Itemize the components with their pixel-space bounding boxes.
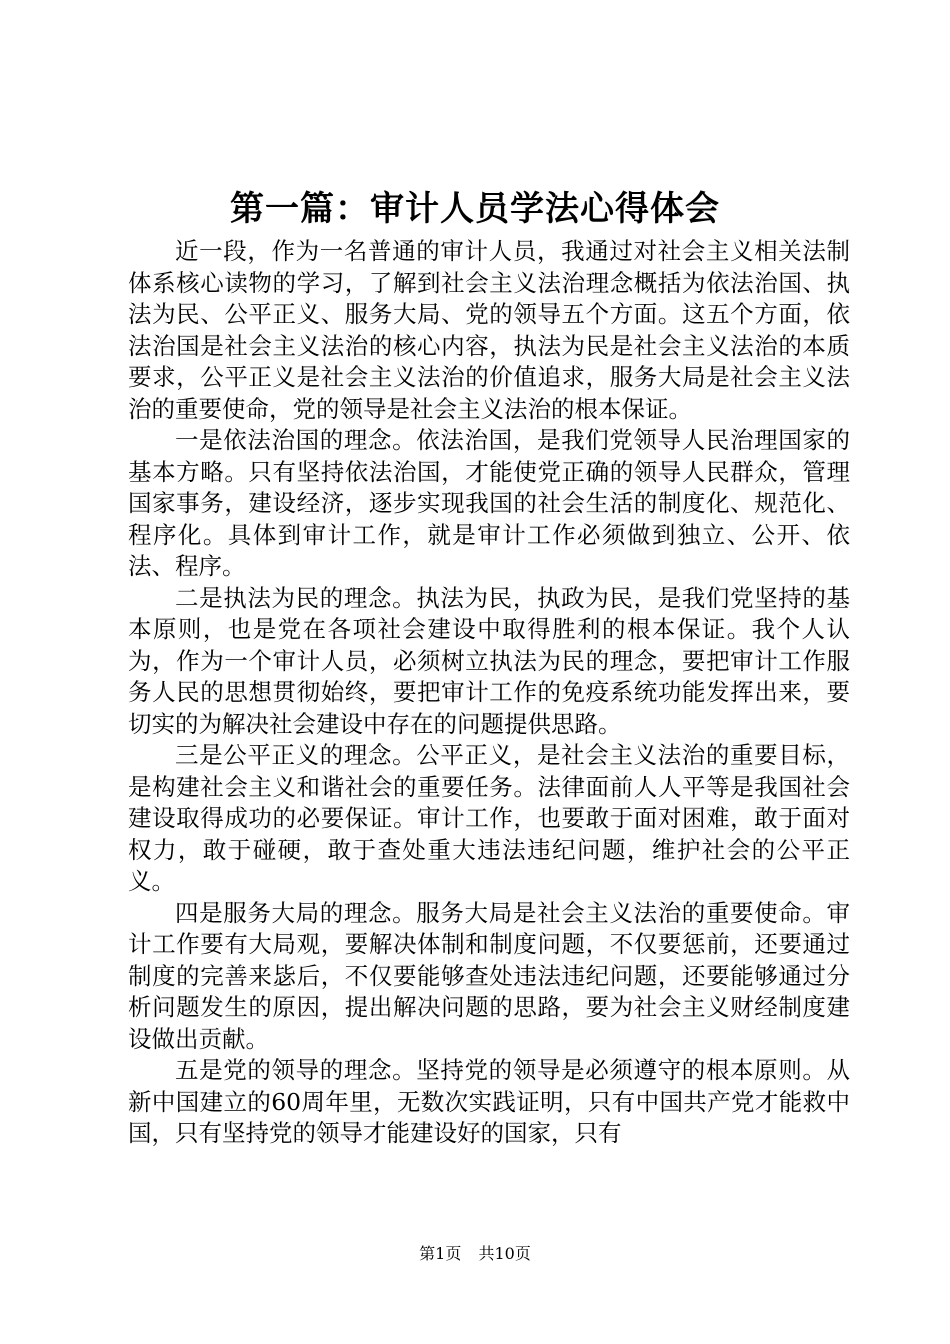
paragraph-serve-overall: 四是服务大局的理念。服务大局是社会主义法治的重要使命。审计工作要有大局观，要解决体制和制度问题，不仅要惩前，还要通过制度的完善来毖后，不仅要能够查处违法违纪问题，还要能够通过分析问题发生的原因，提出解决问题的思路，要为社会主义财经制度建设做出贡献。 xyxy=(128,898,850,1053)
total-pages: 共10页 xyxy=(478,1244,531,1263)
page-footer xyxy=(0,1244,950,1264)
document-title: 第一篇：审计人员学法心得体会 xyxy=(230,189,720,229)
paragraph-rule-of-law: 一是依法治国的理念。依法治国，是我们党领导人民治理国家的基本方略。只有坚持依法治国，才能使党正确的领导人民群众，管理国家事务，建设经济，逐步实现我国的社会生活的制度化、规范化、程序化。具体到审计工作，就是审计工作必须做到独立、公开、依法、程序。 xyxy=(128,426,850,580)
paragraph-serve-people: 二是执法为民的理念。执法为民，执政为民，是我们党坚持的基本原则，也是党在各项社会建设中取得胜利的根本保证。我个人认为，作为一个审计人员，必须树立执法为民的理念，要把审计工作服务人民的思想贯彻始终，要把审计工作的免疫系统功能发挥出来，要切实的为解决社会建设中存在的问题提供思路。 xyxy=(128,583,850,738)
paragraph-intro: 近一段，作为一名普通的审计人员，我通过对社会主义相关法制体系核心读物的学习，了解到社会主义法治理念概括为依法治国、执法为民、公平正义、服务大局、党的领导五个方面。这五个方面，依法治国是社会主义法治的核心内容，执法为民是社会主义法治的本质要求，公平正义是社会主义法治的价值追求，服务大局是社会主义法治的重要使命，党的领导是社会主义法治的根本保证。 xyxy=(128,237,850,423)
paragraph-party-leadership: 五是党的领导的理念。坚持党的领导是必须遵守的根本原则。从新中国建立的60周年里，无数次实践证明，只有中国共产党才能救中国，只有坚持党的领导才能建设好的国家，只有 xyxy=(128,1056,850,1147)
paragraph-fairness-justice: 三是公平正义的理念。公平正义，是社会主义法治的重要目标，是构建社会主义和谐社会的重要任务。法律面前人人平等是我国社会建设取得成功的必要保证。审计工作，也要敢于面对困难，敢于面对权力，敢于碰硬，敢于查处重大违法违纪问题，维护社会的公平正义。 xyxy=(128,741,850,895)
page-number: 第1页 xyxy=(419,1244,462,1263)
document-body xyxy=(128,236,850,1150)
